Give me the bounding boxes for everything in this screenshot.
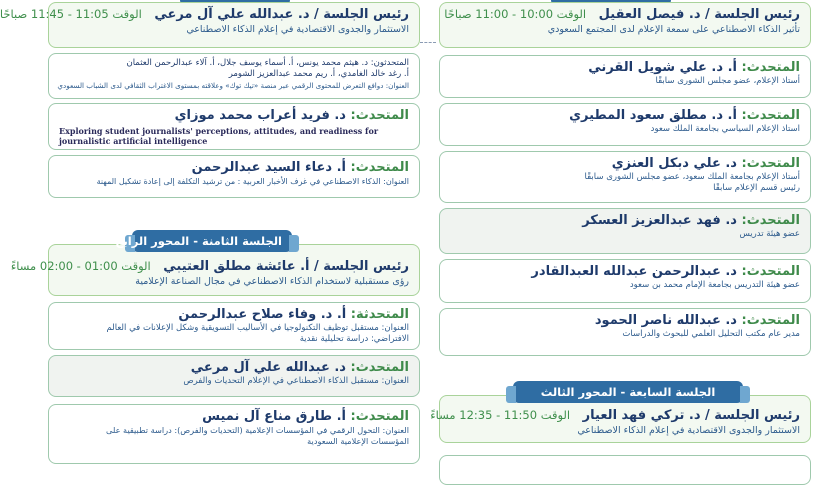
speakers-line: المتحدثون: د. هيثم محمد يونس، أ. أسماء يوسف جلال، أ. آلاء عبدالرحمن العثمان [126, 58, 409, 68]
speaker-card [48, 404, 420, 464]
session-time: الوقت 10:00 - 11:00 صباحًا [444, 7, 587, 21]
session-chair-line [444, 6, 800, 23]
session-card-top-right [439, 2, 811, 48]
right-column [430, 0, 811, 470]
session-card-top-left [0, 2, 420, 48]
speaker-topic: العنوان: الذكاء الاصطناعي في غرف الأخبار العربية : من ترشيد التكلفة إلى إعادة تشكيل المهنة [96, 177, 409, 186]
session-chair: رئيس الجلسة / د. فيصل العقيل [598, 7, 800, 22]
speaker-name: د. عبدالرحمن عبدالله العبدالقادر [531, 264, 737, 279]
speaker-card [48, 155, 420, 198]
speaker-label: المتحدث: [741, 213, 800, 228]
speakers-topic: العنوان: دوافع التعرض للمحتوى الرقمي عبر منصة «تيك توك» وعلاقته بمستوى الاغتراب الثقافي لدى الشباب السعودي [57, 81, 409, 90]
left-column [0, 0, 420, 470]
speaker-label: المتحدث: [741, 264, 800, 279]
speaker-name: أ. دعاء السيد عبدالرحمن [191, 160, 346, 175]
session-chair: رئيس الجلسة / د. تركي فهد العيار [582, 408, 800, 423]
speaker-label: المتحدث: [350, 360, 409, 375]
speaker-topic: الافتراضي: دراسة تحليلية نقدية [299, 334, 409, 344]
connector-dash [420, 42, 436, 43]
speaker-name: د. عبدالله ناصر الحمود [594, 313, 737, 328]
session-chair: رئيس الجلسة / د. عبدالله علي آل مرعي [154, 7, 409, 22]
speaker-card [439, 308, 811, 356]
speaker-name: أ. طارق مناع آل نميس [202, 409, 346, 424]
speaker-card [48, 302, 420, 350]
speaker-topic: المؤسسات الإعلامية السعودية [307, 436, 409, 446]
speaker-desc: عضو هيئة تدريس [739, 229, 800, 239]
speaker-name: أ. د. مطلق سعود المطيري [569, 108, 737, 123]
speaker-card [48, 103, 420, 150]
speaker-desc: أستاذ الإعلام، عضو مجلس الشورى سابقًا [655, 76, 800, 86]
session-time: الوقت 11:05 - 11:45 صباحًا [0, 7, 142, 21]
speaker-topic-english: Exploring student journalists' perceptions, attitudes, and readiness for journalistic artificial intelligence [59, 126, 379, 146]
speaker-label: المتحدث: [741, 60, 800, 75]
group-speakers-card [48, 53, 420, 99]
speaker-label: المتحدث: [741, 156, 800, 171]
speaker-card [439, 259, 811, 303]
speaker-desc: استاذ الإعلام السياسي بجامعة الملك سعود [650, 124, 800, 134]
speaker-topic: العنوان: مستقبل الذكاء الاصطناعي في الإعلام التحديات والفرص [183, 376, 409, 386]
speaker-label: المتحدثة: [350, 307, 409, 322]
session-time: الوقت 01:00 - 02:00 مساءً [10, 259, 151, 273]
speaker-desc: مدير عام مكتب التحليل العلمي للبحوث والدراسات [622, 329, 800, 339]
speaker-label: المتحدث: [741, 313, 800, 328]
speaker-topic: العنوان: التحول الرقمي في المؤسسات الإعلامية (التحديات والفرص): دراسة تطبيقية على [106, 425, 409, 435]
session-time: الوقت 11:50 - 12:35 مساءً [430, 408, 571, 422]
session-topic: الاستثمار والجدوى الاقتصادية في إعلام الذكاء الاصطناعي [186, 24, 409, 35]
speaker-name: د. فهد عبدالعزيز العسكر [582, 213, 737, 228]
speaker-name: د. علي دبكل العنزي [611, 156, 737, 171]
speaker-topic: العنوان: مستقبل توظيف التكنولوجيا في الأساليب التسويقية وشكل الإعلانات في العالم [106, 323, 409, 333]
session7-ribbon: الجلسة السابعة - المحور الثالث [513, 381, 743, 403]
speaker-name: د. فريد أعراب محمد موزاي [174, 108, 346, 123]
session-chair: رئيس الجلسة / أ. عائشة مطلق العتيبي [163, 259, 409, 274]
speaker-card [439, 151, 811, 203]
speaker-card [439, 208, 811, 254]
speaker-name: أ. د. وفاء صلاح عبدالرحمن [178, 307, 347, 322]
speaker-label: المتحدث: [350, 108, 409, 123]
speaker-desc: رئيس قسم الإعلام سابقًا [713, 183, 800, 193]
session-topic: رؤى مستقبلية لاستخدام الذكاء الاصطناعي في مجال الصناعة الإعلامية [135, 276, 409, 287]
speaker-name: د. عبدالله علي آل مرعي [190, 360, 346, 375]
speaker-label: المتحدث: [350, 409, 409, 424]
speaker-desc: أستاذ الإعلام بجامعة الملك سعود، عضو مجلس الشورى سابقًا [584, 172, 800, 182]
speaker-name: أ. د. علي شويل القرني [588, 60, 737, 75]
speaker-card-cut [439, 455, 811, 485]
speaker-label: المتحدث: [741, 108, 800, 123]
speaker-card [48, 355, 420, 397]
session-topic: تأثير الذكاء الاصطناعي على سمعة الإعلام لدى المجتمع السعودي [547, 24, 800, 35]
speaker-card [439, 55, 811, 98]
speaker-desc: عضو هيئة التدريس بجامعة الإمام محمد بن سعود [629, 280, 800, 290]
speaker-label: المتحدث: [350, 160, 409, 175]
session8-ribbon: الجلسة الثامنة - المحور الرابع [132, 230, 292, 252]
speaker-card [439, 103, 811, 146]
session-topic: الاستثمار والجدوى الاقتصادية في إعلام الذكاء الاصطناعي [577, 425, 800, 436]
speakers-line: أ. رغد خالد الغامدي، أ. ريم محمد عبدالعزيز الشومر [228, 69, 409, 79]
